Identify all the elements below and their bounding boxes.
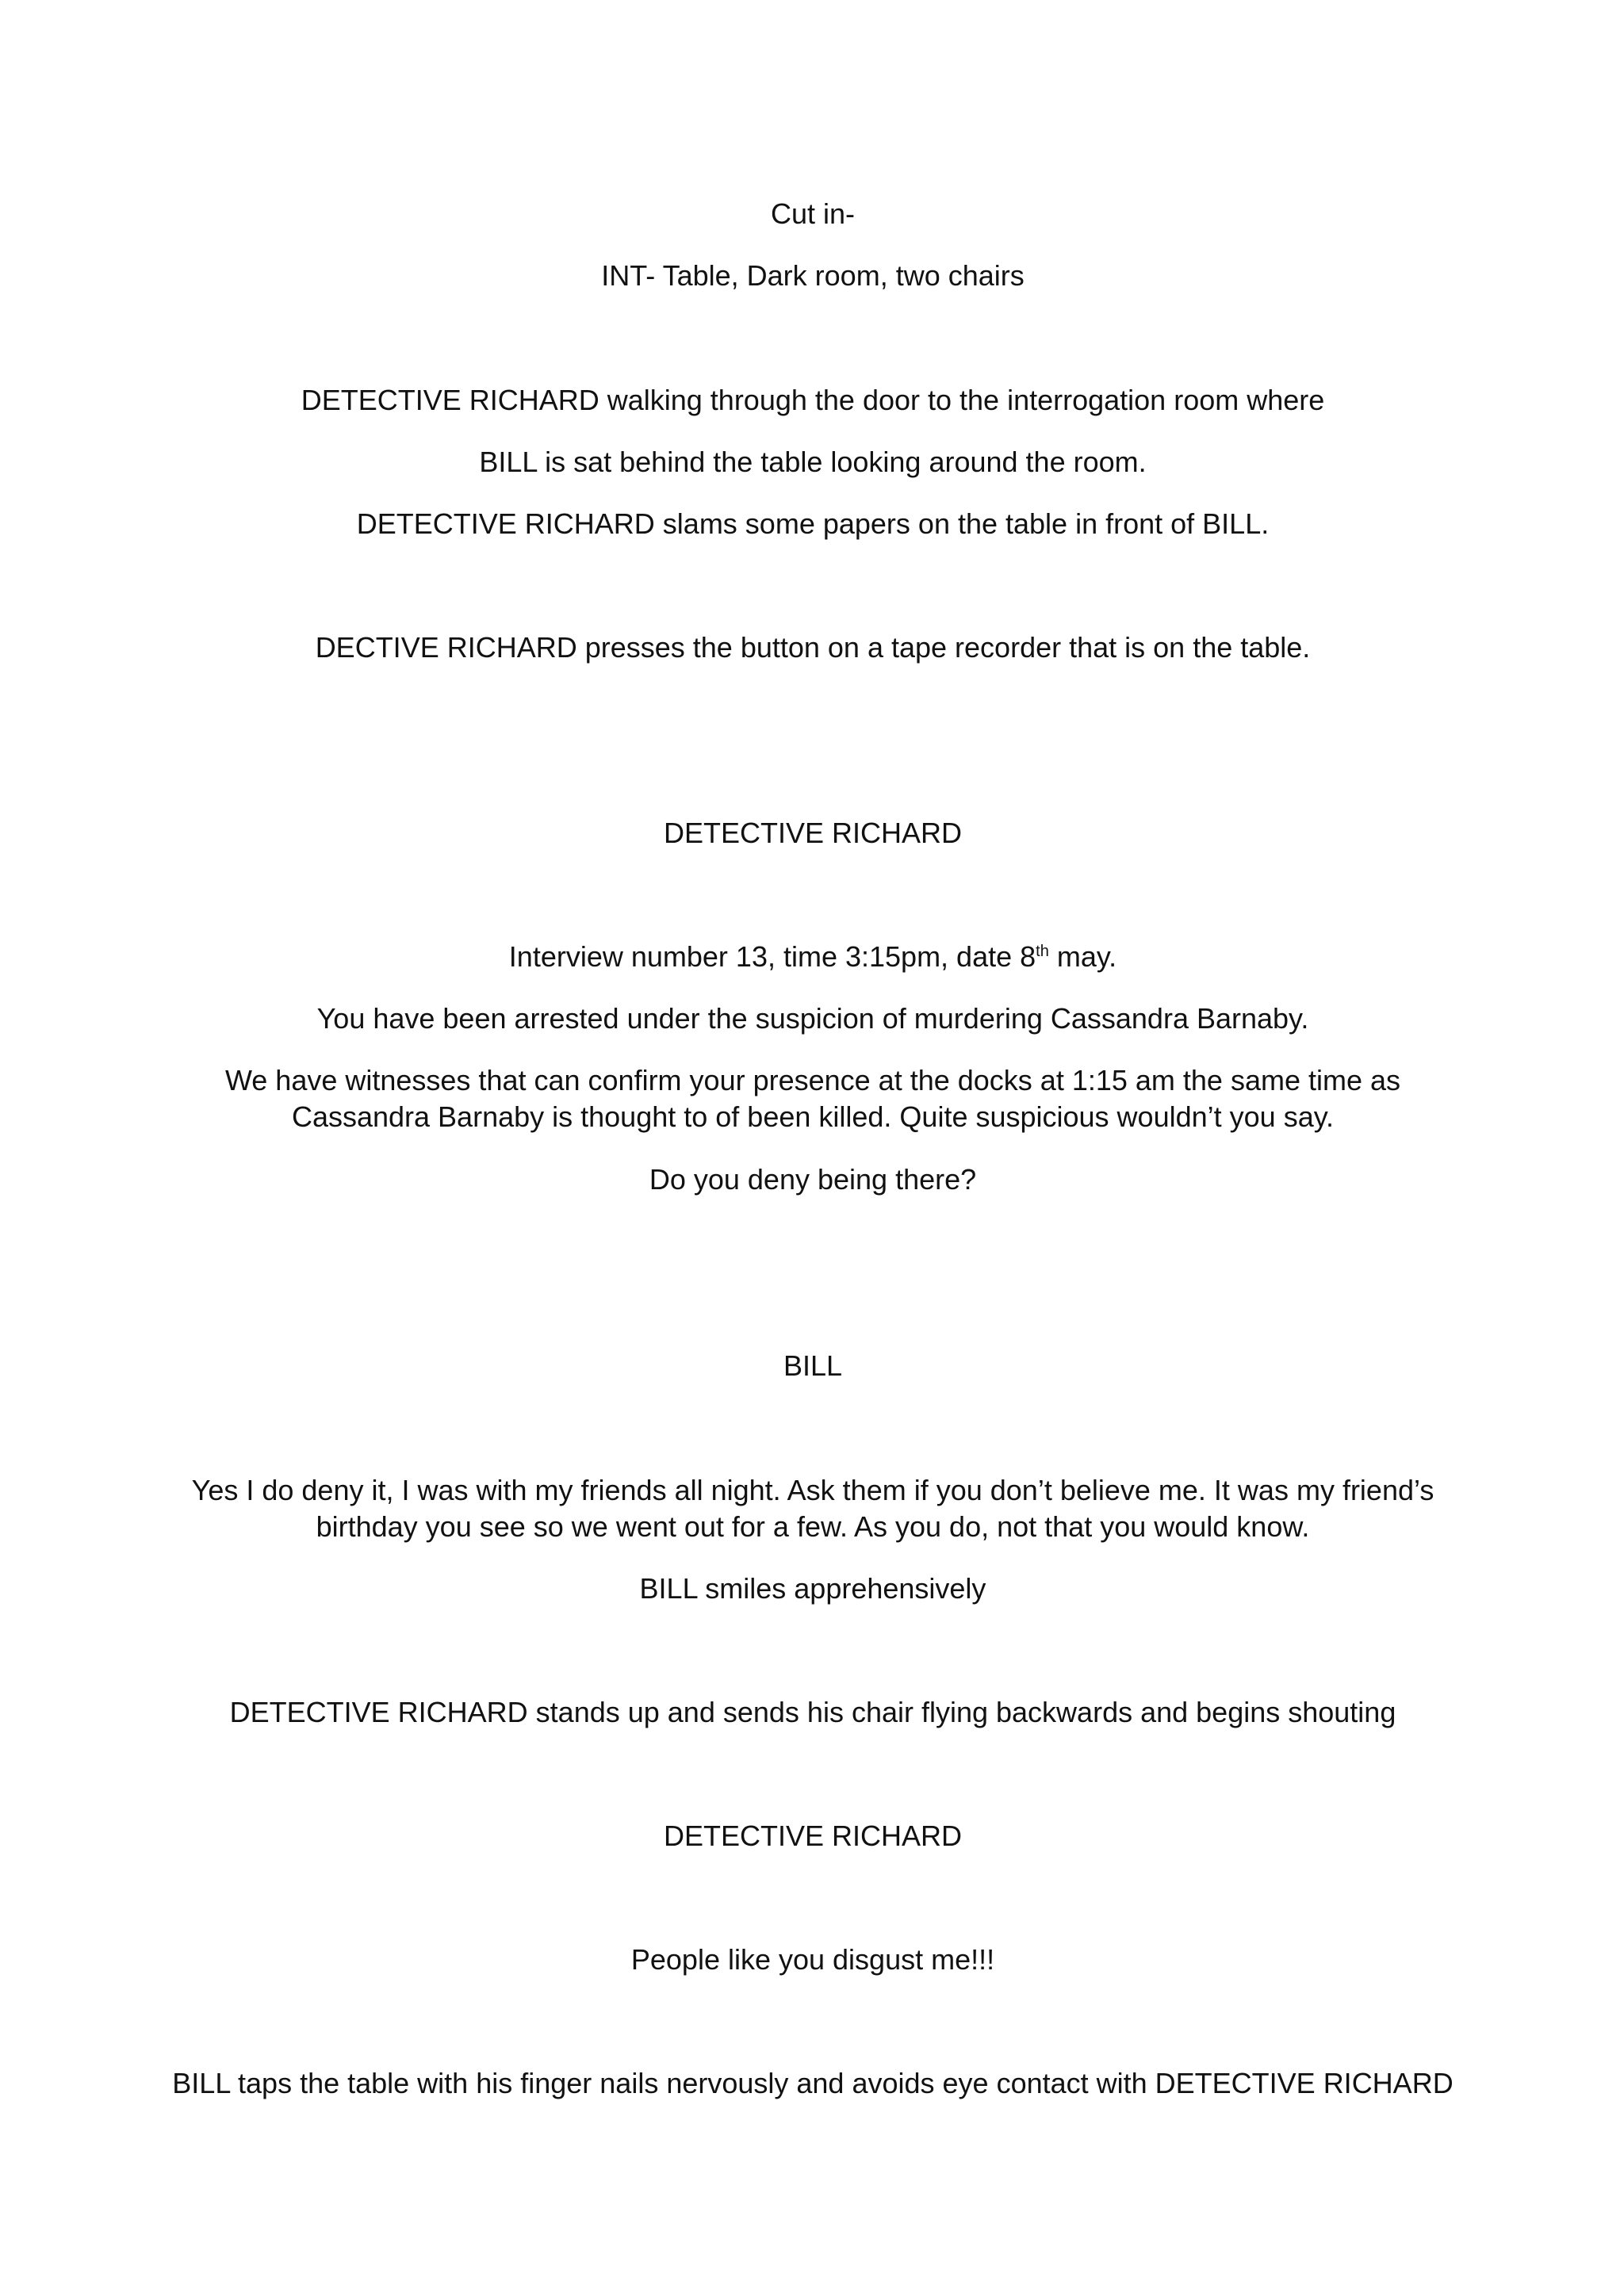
scene-heading: INT- Table, Dark room, two chairs [601, 259, 1025, 292]
action-line: BILL taps the table with his finger nails nervously and avoids eye contact with DETECTIVE RICHARD [172, 2067, 1454, 2099]
dialogue-line: Yes I do deny it, I was with my friends all night. Ask them if you don’t believe me. It was my friend’s [191, 1474, 1434, 1506]
dialogue-line [159, 939, 1467, 975]
dialogue-text: Interview number 13, time 3:15pm, date 8 [508, 940, 1036, 973]
dialogue-line: You have been arrested under the suspicion of murdering Cassandra Barnaby. [316, 1002, 1309, 1035]
ordinal-suffix: th [1036, 943, 1049, 960]
dialogue-line: We have witnesses that can confirm your presence at the docks at 1:15 am the same time as [224, 1064, 1401, 1096]
action-line: DETECTIVE RICHARD stands up and sends his chair flying backwards and begins shouting [229, 1696, 1396, 1728]
dialogue-line: Do you deny being there? [649, 1163, 977, 1196]
dialogue-line: People like you disgust me!!! [630, 1943, 995, 1976]
action-line: DETECTIVE RICHARD walking through the door to the interrogation room where [301, 384, 1325, 416]
transition: Cut in- [770, 197, 856, 230]
character-name: DETECTIVE RICHARD [663, 817, 963, 849]
character-name: DETECTIVE RICHARD [663, 1820, 963, 1852]
action-line: DETECTIVE RICHARD slams some papers on the table in front of BILL. [356, 507, 1270, 540]
character-name: BILL [783, 1349, 843, 1382]
action-line: BILL is sat behind the table looking around the room. [479, 446, 1147, 478]
dialogue-line: Cassandra Barnaby is thought to of been killed. Quite suspicious wouldn’t you say. [291, 1100, 1335, 1133]
action-line: DECTIVE RICHARD presses the button on a tape recorder that is on the table. [315, 631, 1311, 664]
dialogue-text: may. [1048, 940, 1117, 973]
action-line: BILL smiles apprehensively [639, 1572, 986, 1605]
dialogue-line: birthday you see so we went out for a few. As you do, not that you would know. [316, 1510, 1310, 1543]
